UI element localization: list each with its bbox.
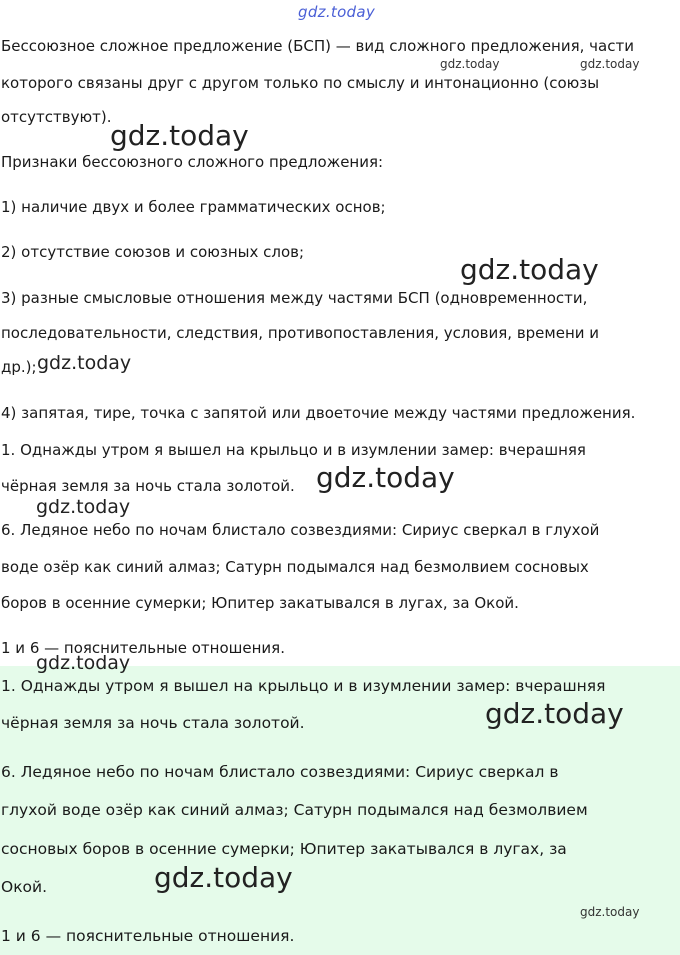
watermark: gdz.today [580,57,640,71]
highlight-sentence-6-line-2: глухой воде озёр как синий алмаз; Сатурн подымался над безмолвием [1,801,588,819]
watermark: gdz.today [580,905,640,919]
watermark: gdz.today [440,57,500,71]
sentence-1-line-1: 1. Однажды утром я вышел на крыльцо и в изумлении замер: вчерашняя [1,441,586,459]
signs-heading: Признаки бессоюзного сложного предложения: [1,153,384,171]
watermark: gdz.today [110,119,249,152]
conclusion: 1 и 6 — пояснительные отношения. [1,639,285,657]
highlight-sentence-6-line-1: 6. Ледяное небо по ночам блистало созвездиями: Сириус сверкал в [1,763,559,781]
watermark: gdz.today [36,496,131,518]
watermark: gdz.today [316,461,455,494]
highlight-sentence-1-line-2: чёрная земля за ночь стала золотой. [1,714,305,732]
definition-line-3: отсутствуют). [1,108,112,126]
watermark: gdz.today [154,861,293,894]
watermark-header: gdz.today [298,3,376,21]
highlight-sentence-6-line-4: Окой. [1,878,48,896]
watermark: gdz.today [485,697,624,730]
definition-line-2: которого связаны друг с другом только по смыслу и интонационно (союзы [1,74,600,92]
sentence-6-line-1: 6. Ледяное небо по ночам блистало созвездиями: Сириус сверкал в глухой [1,521,600,539]
sign-item-3-line-3: др.); [1,358,37,376]
sign-item-4: 4) запятая, тире, точка с запятой или двоеточие между частями предложения. [1,404,636,422]
sentence-6-line-2: воде озёр как синий алмаз; Сатурн подымался над безмолвием сосновых [1,558,589,576]
highlight-sentence-1-line-1: 1. Однажды утром я вышел на крыльцо и в изумлении замер: вчерашняя [1,677,606,695]
watermark: gdz.today [460,253,599,286]
sign-item-2: 2) отсутствие союзов и союзных слов; [1,243,305,261]
sentence-1-line-2: чёрная земля за ночь стала золотой. [1,477,295,495]
definition-line-1: Бессоюзное сложное предложение (БСП) — вид сложного предложения, части [1,37,634,55]
watermark: gdz.today [37,352,132,374]
sign-item-3-line-2: последовательности, следствия, противопоставления, условия, времени и [1,324,600,342]
highlight-sentence-6-line-3: сосновых боров в осенние сумерки; Юпитер закатывался в лугах, за [1,840,567,858]
sentence-6-line-3: боров в осенние сумерки; Юпитер закатывался в лугах, за Окой. [1,594,519,612]
sign-item-3-line-1: 3) разные смысловые отношения между частями БСП (одновременности, [1,289,588,307]
highlight-conclusion: 1 и 6 — пояснительные отношения. [1,927,295,945]
watermark: gdz.today [36,652,131,674]
sign-item-1: 1) наличие двух и более грамматических основ; [1,198,386,216]
